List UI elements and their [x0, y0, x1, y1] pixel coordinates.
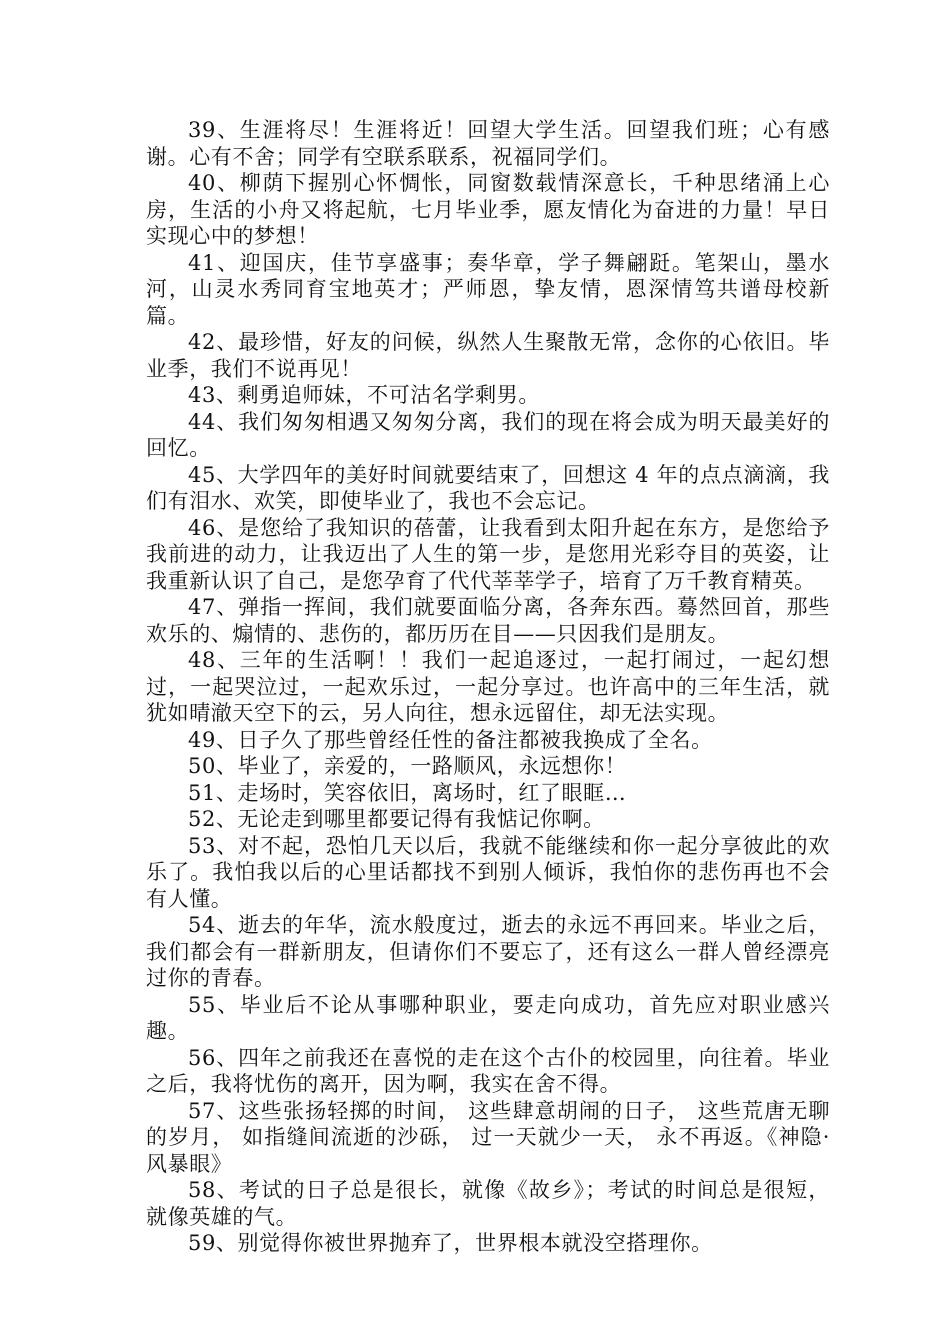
paragraph-49: 49、日子久了那些曾经任性的备注都被我换成了全名。 [188, 727, 713, 752]
paragraph-41: 41、迎国庆，佳节享盛事；奏华章，学子舞翩跹。笔架山，墨水河，山灵水秀同育宝地英才；严师恩，挚友情，恩深情笃共谱母校新篇。 [146, 250, 830, 328]
paragraph-42: 42、最珍惜，好友的问候，纵然人生聚散无常，念你的心依旧。毕业季，我们不说再见！ [146, 330, 830, 381]
paragraph-54: 54、逝去的年华，流水般度过，逝去的永远不再回来。毕业之后，我们都会有一群新朋友，但请你们不要忘了，还有这么一群人曾经漂亮过你的青春。 [146, 913, 830, 990]
paragraph-52: 52、无论走到哪里都要记得有我惦记你啊。 [188, 807, 605, 831]
paragraph-58: 58、考试的日子总是很长，就像《故乡》；考试的时间总是很短，就像英雄的气。 [146, 1178, 830, 1229]
paragraph-55: 55、毕业后不论从事哪种职业，要走向成功，首先应对职业感兴趣。 [146, 992, 830, 1043]
paragraph-50: 50、毕业了，亲爱的，一路顺风，永远想你！ [188, 754, 627, 778]
paragraph-53: 53、对不起，恐怕几天以后，我就不能继续和你一起分享彼此的欢乐了。我怕我以后的心里话都找不到别人倾诉，我怕你的悲伤再也不会有人懂。 [146, 833, 830, 911]
paragraph-59: 59、别觉得你被世界抛弃了，世界根本就没空搭理你。 [188, 1231, 713, 1255]
paragraph-57: 57、这些张扬轻掷的时间， 这些肆意胡闹的日子， 这些荒唐无聊的岁月， 如指缝间流逝的沙砾， 过一天就少一天， 永不再返。《神隐·风暴眼》 [146, 1098, 830, 1176]
paragraph-48: 48、三年的生活啊！！我们一起追逐过，一起打闹过，一起幻想过，一起哭泣过，一起欢乐过，一起分享过。也许高中的三年生活，就犹如晴澈天空下的云，另人向往，想永远留住，却无法实现。 [146, 648, 830, 725]
paragraph-47: 47、弹指一挥间，我们就要面临分离，各奔东西。蓦然回首，那些欢乐的、煽情的、悲伤的，都历历在目——只因我们是朋友。 [146, 595, 830, 646]
paragraph-39: 39、生涯将尽！生涯将近！回望大学生活。回望我们班；心有感谢。心有不舍；同学有空联系联系，祝福同学们。 [146, 118, 830, 169]
paragraph-43: 43、剩勇追师妹，不可沽名学剩男。 [188, 383, 540, 407]
paragraph-56: 56、四年之前我还在喜悦的走在这个古仆的校园里，向往着。毕业之后，我将忧伤的离开，因为啊，我实在舍不得。 [146, 1045, 830, 1096]
paragraph-40: 40、柳荫下握别心怀惆怅，同窗数载情深意长，千种思绪涌上心房，生活的小舟又将起航，七月毕业季，愿友情化为奋进的力量！早日实现心中的梦想！ [146, 171, 830, 248]
paragraph-46: 46、是您给了我知识的蓓蕾，让我看到太阳升起在东方，是您给予我前进的动力，让我迈出了人生的第一步，是您用光彩夺目的英姿，让我重新认识了自己，是您孕育了代代莘莘学子，培育了万千教育精英。 [146, 515, 830, 593]
paragraph-45: 45、大学四年的美好时间就要结束了，回想这 4 年的点点滴滴，我们有泪水、欢笑，即使毕业了，我也不会忘记。 [146, 462, 830, 513]
document-body [146, 117, 830, 1257]
paragraph-51: 51、走场时，笑容依旧，离场时，红了眼眶… [188, 780, 627, 805]
paragraph-44: 44、我们匆匆相遇又匆匆分离，我们的现在将会成为明天最美好的回忆。 [146, 409, 830, 460]
